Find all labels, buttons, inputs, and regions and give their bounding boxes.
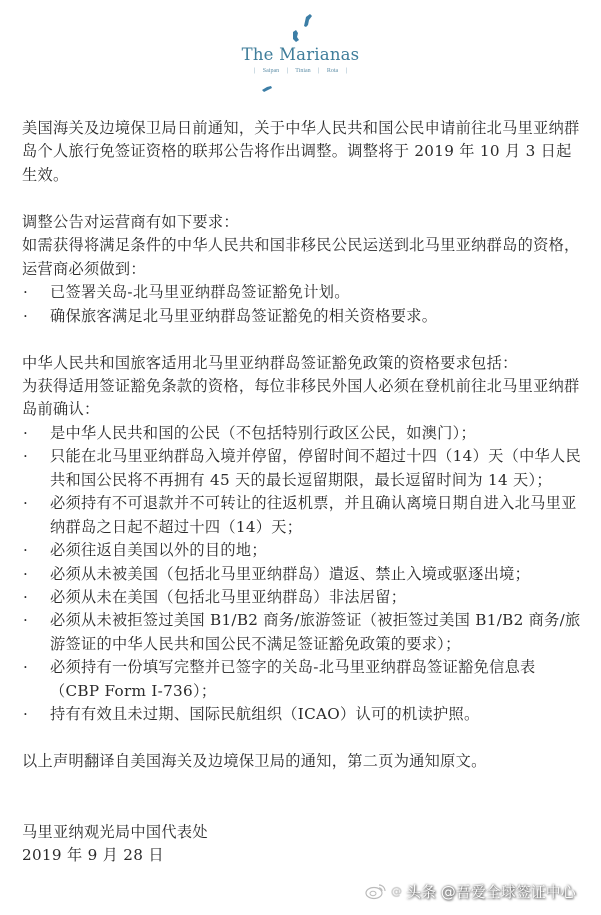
eligibility-heading: 中华人民共和国旅客适用北马里亚纳群岛签证豁免政策的资格要求包括： — [22, 353, 518, 372]
list-item: · 持有有效且未过期、国际民航组织（ICAO）认可的机读护照。 — [22, 703, 584, 726]
list-item: · 必须持有不可退款并不可转让的往返机票，并且确认离境日期自进入北马里亚纳群岛之日起不超过十四（14）天； — [23, 494, 577, 536]
logo-subtitle: | Saipan | Tinian | Rota | — [254, 68, 347, 74]
list-item: · 必须从未被美国（包括北马里亚纳群岛）遣返、禁止入境或驱逐出境； — [22, 563, 584, 586]
signature-date: 2019 年 9 月 28 日 — [22, 845, 164, 864]
translation-note: 以上声明翻译自美国海关及边境保卫局的通知，第二页为通知原文。 — [22, 752, 487, 771]
bullet: · — [23, 541, 29, 560]
bullet: · — [23, 306, 29, 325]
bullet: · — [23, 494, 29, 513]
watermark-text: 头条 @吾爱全球签证中心 — [406, 882, 576, 901]
bullet: · — [23, 564, 29, 583]
notice-document — [22, 117, 584, 867]
list-item: · 确保旅客满足北马里亚纳群岛签证豁免的相关资格要求。 — [22, 305, 584, 328]
weibo-handle: @ — [391, 884, 402, 898]
bullet: · — [23, 611, 29, 630]
bullet: · — [23, 658, 29, 677]
list-item: · 只能在北马里亚纳群岛入境并停留，停留时间不超过十四（14）天（中华人民共和国公民将不再拥有 45 天的最长逗留期限，最长逗留时间为 14 天）； — [23, 447, 582, 489]
watermark — [365, 876, 601, 906]
list-item: · 必须持有一份填写完整并已签字的关岛-北马里亚纳群岛签证豁免信息表（CBP Form I-736）； — [23, 658, 536, 700]
list-item: · 必须往返自美国以外的目的地； — [22, 539, 584, 562]
weibo-icon — [365, 882, 387, 900]
operators-lead: 如需获得将满足条件的中华人民共和国非移民公民运送到北马里亚纳群岛的资格，运营商必须做到： — [22, 236, 580, 278]
intro-paragraph: 美国海关及边境保卫局日前通知，关于中华人民共和国公民申请前往北马里亚纳群岛个人旅行免签证资格的联邦公告将作出调整。调整将于 2019 年 10 月 3 日起生效。 — [22, 119, 580, 184]
bullet: · — [23, 588, 29, 607]
eligibility-lead: 为获得适用签证豁免条款的资格，每位非移民外国人必须在登机前往北马里亚纳群岛前确认： — [22, 376, 580, 419]
bullet: · — [23, 447, 29, 466]
list-item: · 必须从未在美国（包括北马里亚纳群岛）非法居留； — [22, 586, 584, 609]
signature-org: 马里亚纳观光局中国代表处 — [22, 822, 208, 841]
marianas-logo — [0, 0, 601, 100]
list-item: · 必须从未被拒签过美国 B1/B2 商务/旅游签证（被拒签过美国 B1/B2 商务/旅游签证的中华人民共和国公民不满足签证豁免政策的要求）； — [23, 611, 581, 653]
list-item: · 已签署关岛-北马里亚纳群岛签证豁免计划。 — [22, 281, 584, 304]
bullet: · — [23, 283, 29, 302]
bullet: · — [23, 705, 29, 724]
logo-title: The Marianas — [241, 45, 360, 64]
operators-heading: 调整公告对运营商有如下要求： — [22, 212, 239, 231]
bullet: · — [23, 423, 29, 442]
list-item: · 是中华人民共和国的公民（不包括特别行政区公民，如澳门）； — [22, 422, 584, 445]
